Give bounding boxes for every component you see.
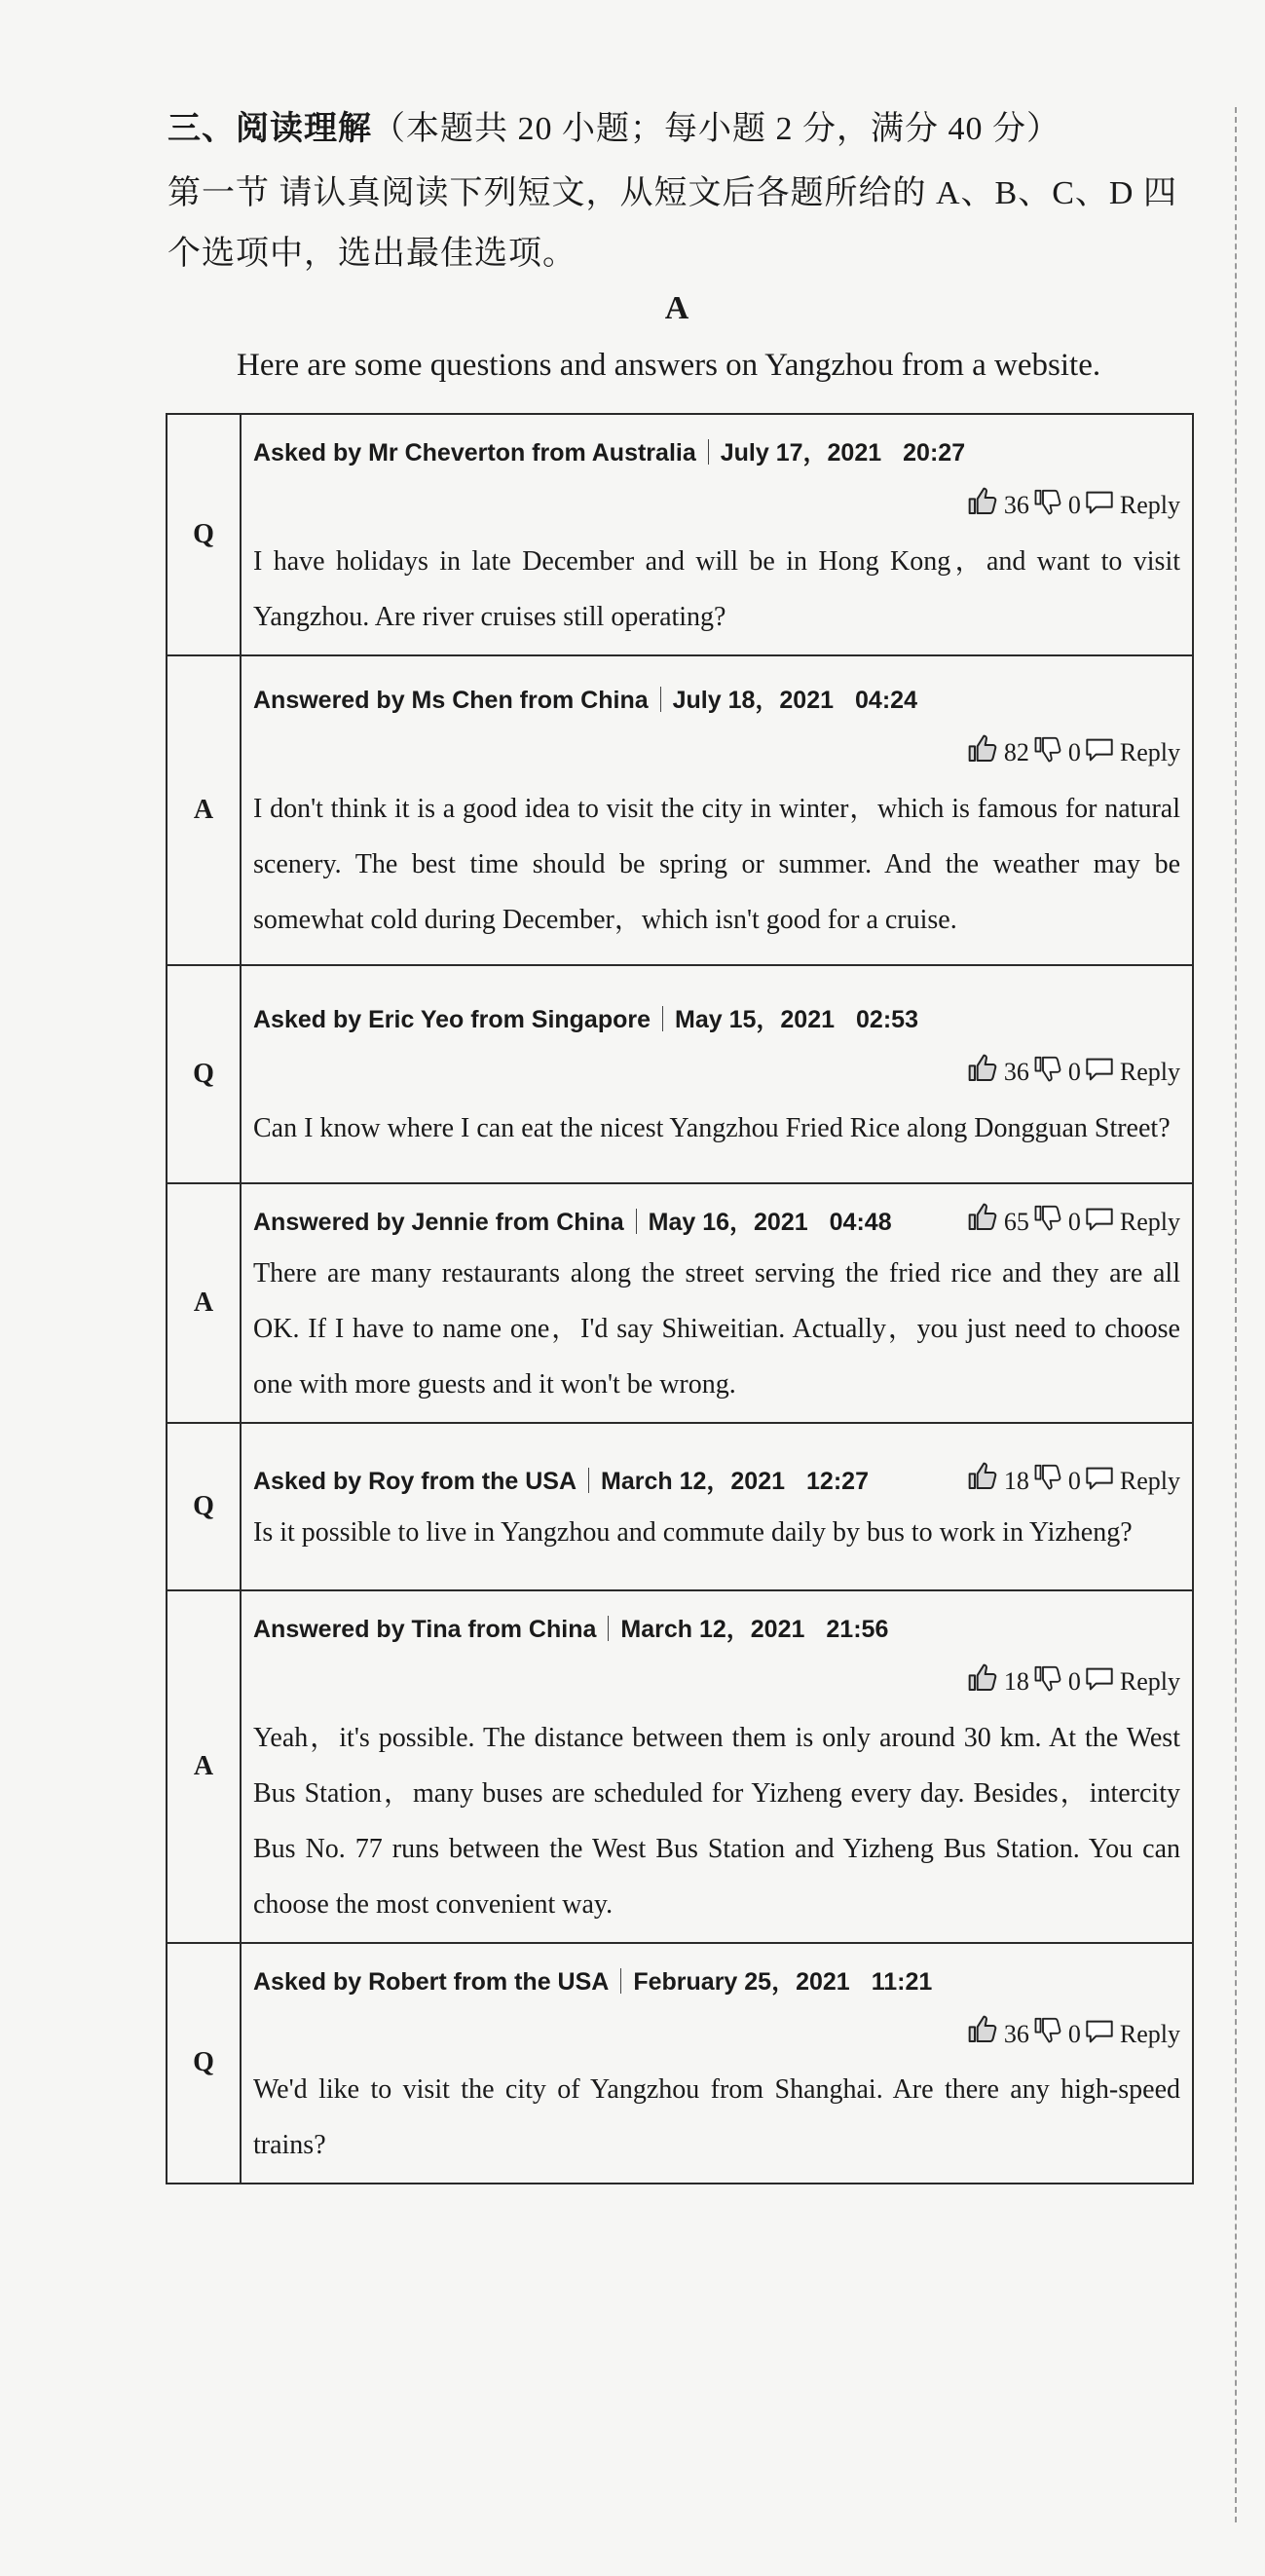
post-text: We'd like to visit the city of Yangzhou from Shanghai. Are there any high-speed trains? bbox=[253, 2074, 1180, 2161]
thumbs-down-icon[interactable] bbox=[1033, 487, 1062, 529]
qa-tag: Q bbox=[167, 965, 241, 1183]
qa-row bbox=[167, 965, 1193, 1183]
thumbs-down-icon[interactable] bbox=[1033, 1462, 1062, 1504]
post-author: Answered by Jennie from China bbox=[253, 1208, 624, 1236]
post-author: Asked by Robert from the USA bbox=[253, 1967, 610, 1996]
section-heading bbox=[167, 101, 1060, 149]
post-meta bbox=[253, 999, 1180, 1040]
post-author: Answered by Ms Chen from China bbox=[253, 687, 649, 715]
post-author: Asked by Mr Cheverton from Australia bbox=[253, 439, 696, 467]
post-date: February 25，2021 bbox=[633, 1967, 850, 1996]
reply-link[interactable]: Reply bbox=[1119, 1466, 1180, 1495]
qa-tag: Q bbox=[167, 1423, 241, 1590]
comment-bubble-icon[interactable] bbox=[1085, 1463, 1114, 1504]
meta-divider bbox=[620, 1968, 621, 1994]
section-title: 三、阅读理解 bbox=[167, 109, 372, 148]
thumbs-down-icon[interactable] bbox=[1033, 1663, 1062, 1705]
comment-bubble-icon[interactable] bbox=[1085, 1204, 1114, 1245]
post-text: Is it possible to live in Yangzhou and commute daily by bus to work in Yizheng? bbox=[253, 1517, 1133, 1549]
qa-tag: Q bbox=[167, 1943, 241, 2184]
qa-row bbox=[167, 414, 1193, 655]
post-author: Answered by Tina from China bbox=[253, 1616, 597, 1644]
reaction-bar bbox=[253, 732, 1180, 777]
qa-row bbox=[167, 1423, 1193, 1590]
qa-entry bbox=[241, 1943, 1193, 2184]
post-text: There are many restaurants along the street serving the fried rice and they are all OK. If I have to name one，I'd say Shiweitian. Actually，you just need to choose one with more guests and it won't be wrong. bbox=[253, 1258, 1180, 1400]
post-meta bbox=[253, 680, 1180, 721]
post-time: 21:56 bbox=[826, 1616, 889, 1644]
reply-link[interactable]: Reply bbox=[1119, 491, 1180, 519]
qa-row bbox=[167, 1183, 1193, 1424]
post-text: Can I know where I can eat the nicest Yangzhou Fried Rice along Dongguan Street? bbox=[253, 1112, 1171, 1143]
comment-bubble-icon[interactable] bbox=[1085, 1663, 1114, 1704]
thumbs-down-icon[interactable] bbox=[1033, 734, 1062, 776]
dislike-count: 0 bbox=[1067, 491, 1081, 519]
post-text: I don't think it is a good idea to visit the city in winter，which is famous for natural scenery. The best time should be spring or summer. And the weather may be somewhat cold during December，which isn't good for a cruise. bbox=[253, 793, 1180, 935]
meta-divider bbox=[662, 1006, 663, 1031]
reply-link[interactable]: Reply bbox=[1119, 1058, 1180, 1087]
qa-tag: Q bbox=[167, 414, 241, 655]
dislike-count: 0 bbox=[1067, 2019, 1081, 2048]
post-date: May 16，2021 bbox=[648, 1208, 808, 1236]
reaction-bar bbox=[967, 1202, 1180, 1247]
post-author: Asked by Roy from the USA bbox=[253, 1467, 577, 1495]
thumbs-up-icon[interactable] bbox=[967, 1662, 998, 1706]
meta-divider bbox=[660, 687, 661, 712]
post-time: 04:24 bbox=[855, 687, 917, 715]
like-count: 65 bbox=[1003, 1207, 1029, 1236]
like-count: 82 bbox=[1003, 738, 1029, 767]
post-meta bbox=[253, 1609, 1180, 1650]
like-count: 36 bbox=[1003, 1058, 1029, 1087]
reply-link[interactable]: Reply bbox=[1119, 1667, 1180, 1697]
qa-table bbox=[166, 413, 1194, 2184]
qa-row bbox=[167, 1943, 1193, 2184]
thumbs-up-icon[interactable] bbox=[967, 2014, 998, 2058]
passage-lead: Here are some questions and answers on Yangzhou from a website. bbox=[237, 348, 1101, 383]
like-count: 36 bbox=[1003, 2019, 1029, 2048]
dislike-count: 0 bbox=[1067, 738, 1081, 767]
thumbs-up-icon[interactable] bbox=[967, 1461, 998, 1505]
post-time: 11:21 bbox=[871, 1967, 933, 1996]
meta-divider bbox=[636, 1209, 637, 1234]
meta-divider bbox=[608, 1616, 609, 1641]
comment-bubble-icon[interactable] bbox=[1085, 1054, 1114, 1095]
post-date: May 15，2021 bbox=[675, 1006, 836, 1034]
post-date: March 12，2021 bbox=[620, 1616, 805, 1644]
reply-link[interactable]: Reply bbox=[1119, 2019, 1180, 2048]
instruction-text: 第一节 请认真阅读下列短文，从短文后各题所给的 A、B、C、D 四个选项中，选出最佳选项。 bbox=[167, 175, 1177, 272]
post-meta bbox=[253, 1961, 1180, 2002]
dislike-count: 0 bbox=[1067, 1667, 1081, 1697]
reply-link[interactable]: Reply bbox=[1119, 1207, 1180, 1236]
qa-entry bbox=[241, 414, 1193, 655]
dislike-count: 0 bbox=[1067, 1058, 1081, 1087]
thumbs-down-icon[interactable] bbox=[1033, 1054, 1062, 1096]
qa-entry bbox=[241, 1423, 1193, 1590]
post-time: 12:27 bbox=[806, 1467, 869, 1495]
passage-label: A bbox=[664, 290, 689, 326]
reaction-bar bbox=[253, 1661, 1180, 1706]
post-date: March 12，2021 bbox=[601, 1467, 786, 1495]
qa-tag: A bbox=[167, 1590, 241, 1943]
thumbs-up-icon[interactable] bbox=[967, 733, 998, 777]
qa-entry bbox=[241, 655, 1193, 965]
qa-entry bbox=[241, 965, 1193, 1183]
post-time: 04:48 bbox=[829, 1208, 892, 1236]
dislike-count: 0 bbox=[1067, 1466, 1081, 1495]
qa-row bbox=[167, 655, 1193, 965]
reply-link[interactable]: Reply bbox=[1119, 738, 1180, 767]
reaction-bar bbox=[967, 1461, 1180, 1506]
comment-bubble-icon[interactable] bbox=[1085, 734, 1114, 775]
qa-entry bbox=[241, 1183, 1193, 1424]
post-time: 02:53 bbox=[856, 1006, 918, 1034]
qa-tag: A bbox=[167, 655, 241, 965]
post-author: Asked by Eric Yeo from Singapore bbox=[253, 1006, 651, 1034]
reaction-bar bbox=[253, 1052, 1180, 1097]
meta-divider bbox=[708, 439, 709, 465]
thumbs-down-icon[interactable] bbox=[1033, 2015, 1062, 2057]
post-meta bbox=[253, 432, 1180, 473]
reaction-bar bbox=[253, 2014, 1180, 2059]
thumbs-up-icon[interactable] bbox=[967, 1053, 998, 1097]
thumbs-up-icon[interactable] bbox=[967, 486, 998, 530]
post-date: July 17，2021 bbox=[720, 439, 882, 467]
dislike-count: 0 bbox=[1067, 1207, 1081, 1236]
like-count: 18 bbox=[1003, 1667, 1029, 1697]
like-count: 18 bbox=[1003, 1466, 1029, 1495]
post-text: I have holidays in late December and will be in Hong Kong，and want to visit Yangzhou. Are river cruises still operating? bbox=[253, 545, 1180, 632]
margin-dashed-rule bbox=[1235, 107, 1237, 2522]
qa-row bbox=[167, 1590, 1193, 1943]
thumbs-up-icon[interactable] bbox=[967, 1202, 998, 1246]
post-date: July 18，2021 bbox=[672, 687, 835, 715]
qa-entry bbox=[241, 1590, 1193, 1943]
post-text: Yeah，it's possible. The distance between them is only around 30 km. At the West Bus Station，many buses are scheduled for Yizheng every day. Besides，intercity Bus No. 77 runs between the West Bus Station and Yizheng Bus Station. You can choose the most convenient way. bbox=[253, 1722, 1180, 1920]
section-note: （本题共 20 小题；每小题 2 分，满分 40 分） bbox=[372, 111, 1060, 147]
thumbs-down-icon[interactable] bbox=[1033, 1203, 1062, 1245]
meta-divider bbox=[588, 1468, 589, 1493]
post-time: 20:27 bbox=[903, 439, 966, 467]
qa-tag: A bbox=[167, 1183, 241, 1424]
like-count: 36 bbox=[1003, 491, 1029, 519]
comment-bubble-icon[interactable] bbox=[1085, 2016, 1114, 2057]
comment-bubble-icon[interactable] bbox=[1085, 487, 1114, 528]
reaction-bar bbox=[253, 485, 1180, 530]
